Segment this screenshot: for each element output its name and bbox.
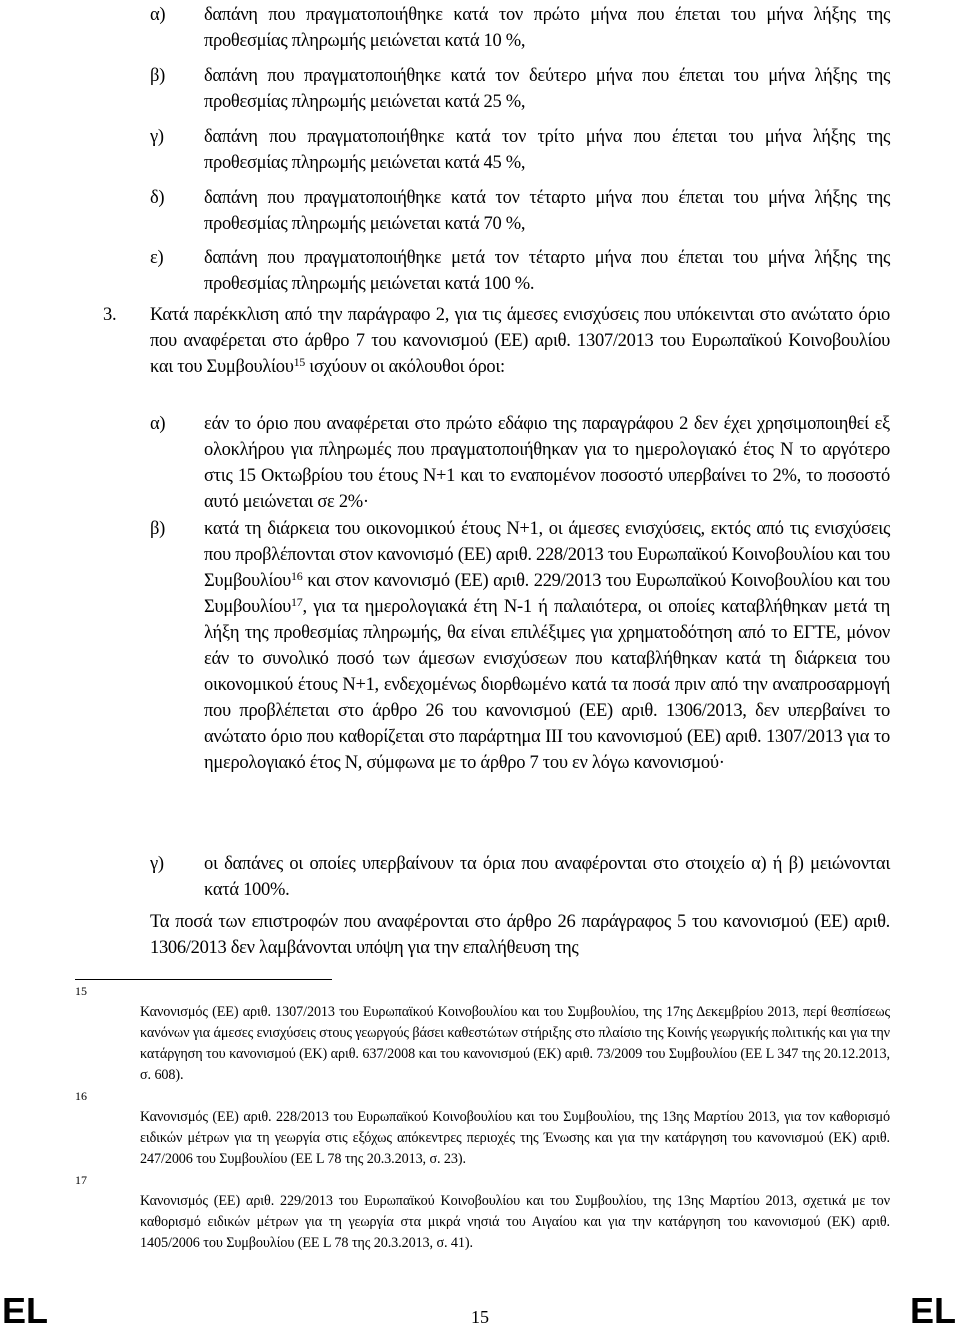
footnote-number: 16 xyxy=(75,1089,87,1103)
list-item-text: δαπάνη που πραγματοποιήθηκε κατά τον τρίτο μήνα που έπεται του μήνα λήξης της προθεσμίας πληρωμής μειώνεται κατά 45 %, xyxy=(204,127,890,173)
sub-item-text: οι δαπάνες οι οποίες υπερβαίνουν τα όρια που αναφέρονται στο στοιχείο α) ή β) μειώνονται κατά 100%. xyxy=(204,854,890,900)
list-item-text: δαπάνη που πραγματοποιήθηκε κατά τον τέταρτο μήνα που έπεται του μήνα λήξης της προθεσμίας πληρωμής μειώνεται κατά 70 %, xyxy=(204,188,890,234)
sub-item-text: κατά τη διάρκεια του οικονομικού έτους Ν+1, οι άμεσες ενισχύσεις, εκτός από τις ενισχύσεις που προβλέπονται στον κανονισμό (ΕΕ) αριθ. 228/2013 του Ευρωπαϊκού Κοινοβουλίου και του Συμβουλίου$^{16}$ και στον κανονισμό (ΕΕ) αριθ. 229/2013 του Ευρωπαϊκού Κοινοβουλίου και του Συμβουλίου$^{17}$, για τα ημερολογιακά έτη Ν-1 ή παλαιότερα, οι οποίες καταβλήθηκαν μετά τη λήξη της προθεσμίας πληρωμής, θα είναι επιλέξιμες για χρηματοδότηση από το ΕΓΤΕ, μόνον εάν το συνολικό ποσό των άμεσων ενισχύσεων που καταβλήθηκαν κατά τη διάρκεια του οικονομικού έτους Ν+1, ενδεχομένως διορθωμένο κατά τα ποσά πριν από την αναπροσαρμογή που προβλέπεται στο άρθρο 26 του κανονισμού (ΕΕ) αριθ. 1306/2013, δεν υπερβαίνει το ανώτατο όριο που καθορίζεται στο παράρτημα III του κανονισμού (ΕΕ) αριθ. 1307/2013 για το ημερολογιακό έτος Ν, σύμφωνα με το άρθρο 7 του εν λόγω κανονισμού· xyxy=(204,519,890,773)
list-item-label: ε) xyxy=(150,248,164,268)
list-item-text: δαπάνη που πραγματοποιήθηκε μετά τον τέταρτο μήνα που έπεται του μήνα λήξης της προθεσμίας πληρωμής μειώνεται κατά 100 %. xyxy=(204,248,890,294)
paragraph-text: Κατά παρέκκλιση από την παράγραφο 2, για τις άμεσες ενισχύσεις που υπόκεινται στο ανώτατο όριο που αναφέρεται στο άρθρο 7 του κανονισμού (ΕΕ) αριθ. 1307/2013 του Ευρωπαϊκού Κοινοβουλίου και του Συμβουλίου$^{15}$ ισχύουν οι ακόλουθοι όροι: xyxy=(150,305,890,377)
footnote-ref-15[interactable]: 15 xyxy=(293,355,305,369)
footnote-ref-17[interactable]: 17 xyxy=(291,595,303,609)
footnote-text: Κανονισμός (ΕΕ) αριθ. 229/2013 του Ευρωπαϊκού Κοινοβουλίου και του Συμβουλίου, της 13ης Μαρτίου 2013, σχετικά με τον καθορισμό ειδικών μέτρων για τη γεωργία στα μικρά νησιά του Αιγαίου και για την κατάργηση του κανονισμού (ΕΚ) αριθ. 1405/2006 του Συμβουλίου (ΕΕ L 78 της 20.3.2013, σ. 41). xyxy=(140,1193,890,1252)
list-item-label: α) xyxy=(150,5,166,25)
footnote-text: Κανονισμός (ΕΕ) αριθ. 228/2013 του Ευρωπαϊκού Κοινοβουλίου και του Συμβουλίου, της 13ης Μαρτίου 2013, για τον καθορισμό ειδικών μέτρων για τη γεωργία στις εξόχως απόκεντρες περιοχές της Ένωσης και για την κατάργηση του κανονισμού (ΕΚ) αριθ. 247/2006 του Συμβουλίου (ΕΕ L 78 της 20.3.2013, σ. 23). xyxy=(140,1109,890,1168)
footer-language-left: EL xyxy=(2,1290,49,1331)
continuation-paragraph: Τα ποσά των επιστροφών που αναφέρονται στο άρθρο 26 παράγραφος 5 του κανονισμού (ΕΕ) αριθ. 1306/2013 δεν λαμβάνονται υπόψη για την επαλήθευση της xyxy=(150,912,890,958)
list-item-text: δαπάνη που πραγματοποιήθηκε κατά τον πρώτο μήνα που έπεται του μήνα λήξης της προθεσμίας πληρωμής μειώνεται κατά 10 %, xyxy=(204,5,890,51)
footnote-number: 17 xyxy=(75,1173,87,1187)
footnote-separator xyxy=(75,979,332,980)
footnote-ref-16[interactable]: 16 xyxy=(291,569,303,583)
footnote-number: 15 xyxy=(75,984,87,998)
sub-item-label: γ) xyxy=(150,854,164,874)
sub-item-label: β) xyxy=(150,519,165,539)
page-number: 15 xyxy=(471,1307,489,1327)
list-item-label: γ) xyxy=(150,127,164,147)
list-item-text: δαπάνη που πραγματοποιήθηκε κατά τον δεύτερο μήνα που έπεται του μήνα λήξης της προθεσμίας πληρωμής μειώνεται κατά 25 %, xyxy=(204,66,890,112)
footnote-text: Κανονισμός (ΕΕ) αριθ. 1307/2013 του Ευρωπαϊκού Κοινοβουλίου και του Συμβουλίου, της 17ης Δεκεμβρίου 2013, περί θεσπίσεως κανόνων για άμεσες ενισχύσεις στους γεωργούς βάσει καθεστώτων στήριξης στο πλαίσιο της Κοινής γεωργικής πολιτικής και για την κατάργηση του κανονισμού (ΕΚ) αριθ. 637/2008 και του κανονισμού (ΕΚ) αριθ. 73/2009 του Συμβουλίου (ΕΕ L 347 της 20.12.2013, σ. 608). xyxy=(140,1004,890,1084)
sub-item-label: α) xyxy=(150,414,166,434)
list-item-label: δ) xyxy=(150,188,165,208)
sub-item-text: εάν το όριο που αναφέρεται στο πρώτο εδάφιο της παραγράφου 2 δεν έχει χρησιμοποιηθεί εξ ολοκλήρου για πληρωμές που πραγματοποιήθηκαν για το ημερολογιακό έτος Ν το αργότερο στις 15 Οκτωβρίου του έτους Ν+1 και το εναπομένον ποσοστό υπερβαίνει το 2%, το ποσοστό αυτό μειώνεται σε 2%· xyxy=(204,414,890,512)
list-item-label: β) xyxy=(150,66,165,86)
paragraph-number: 3. xyxy=(103,305,117,325)
footer-language-right: EL xyxy=(909,1290,956,1331)
